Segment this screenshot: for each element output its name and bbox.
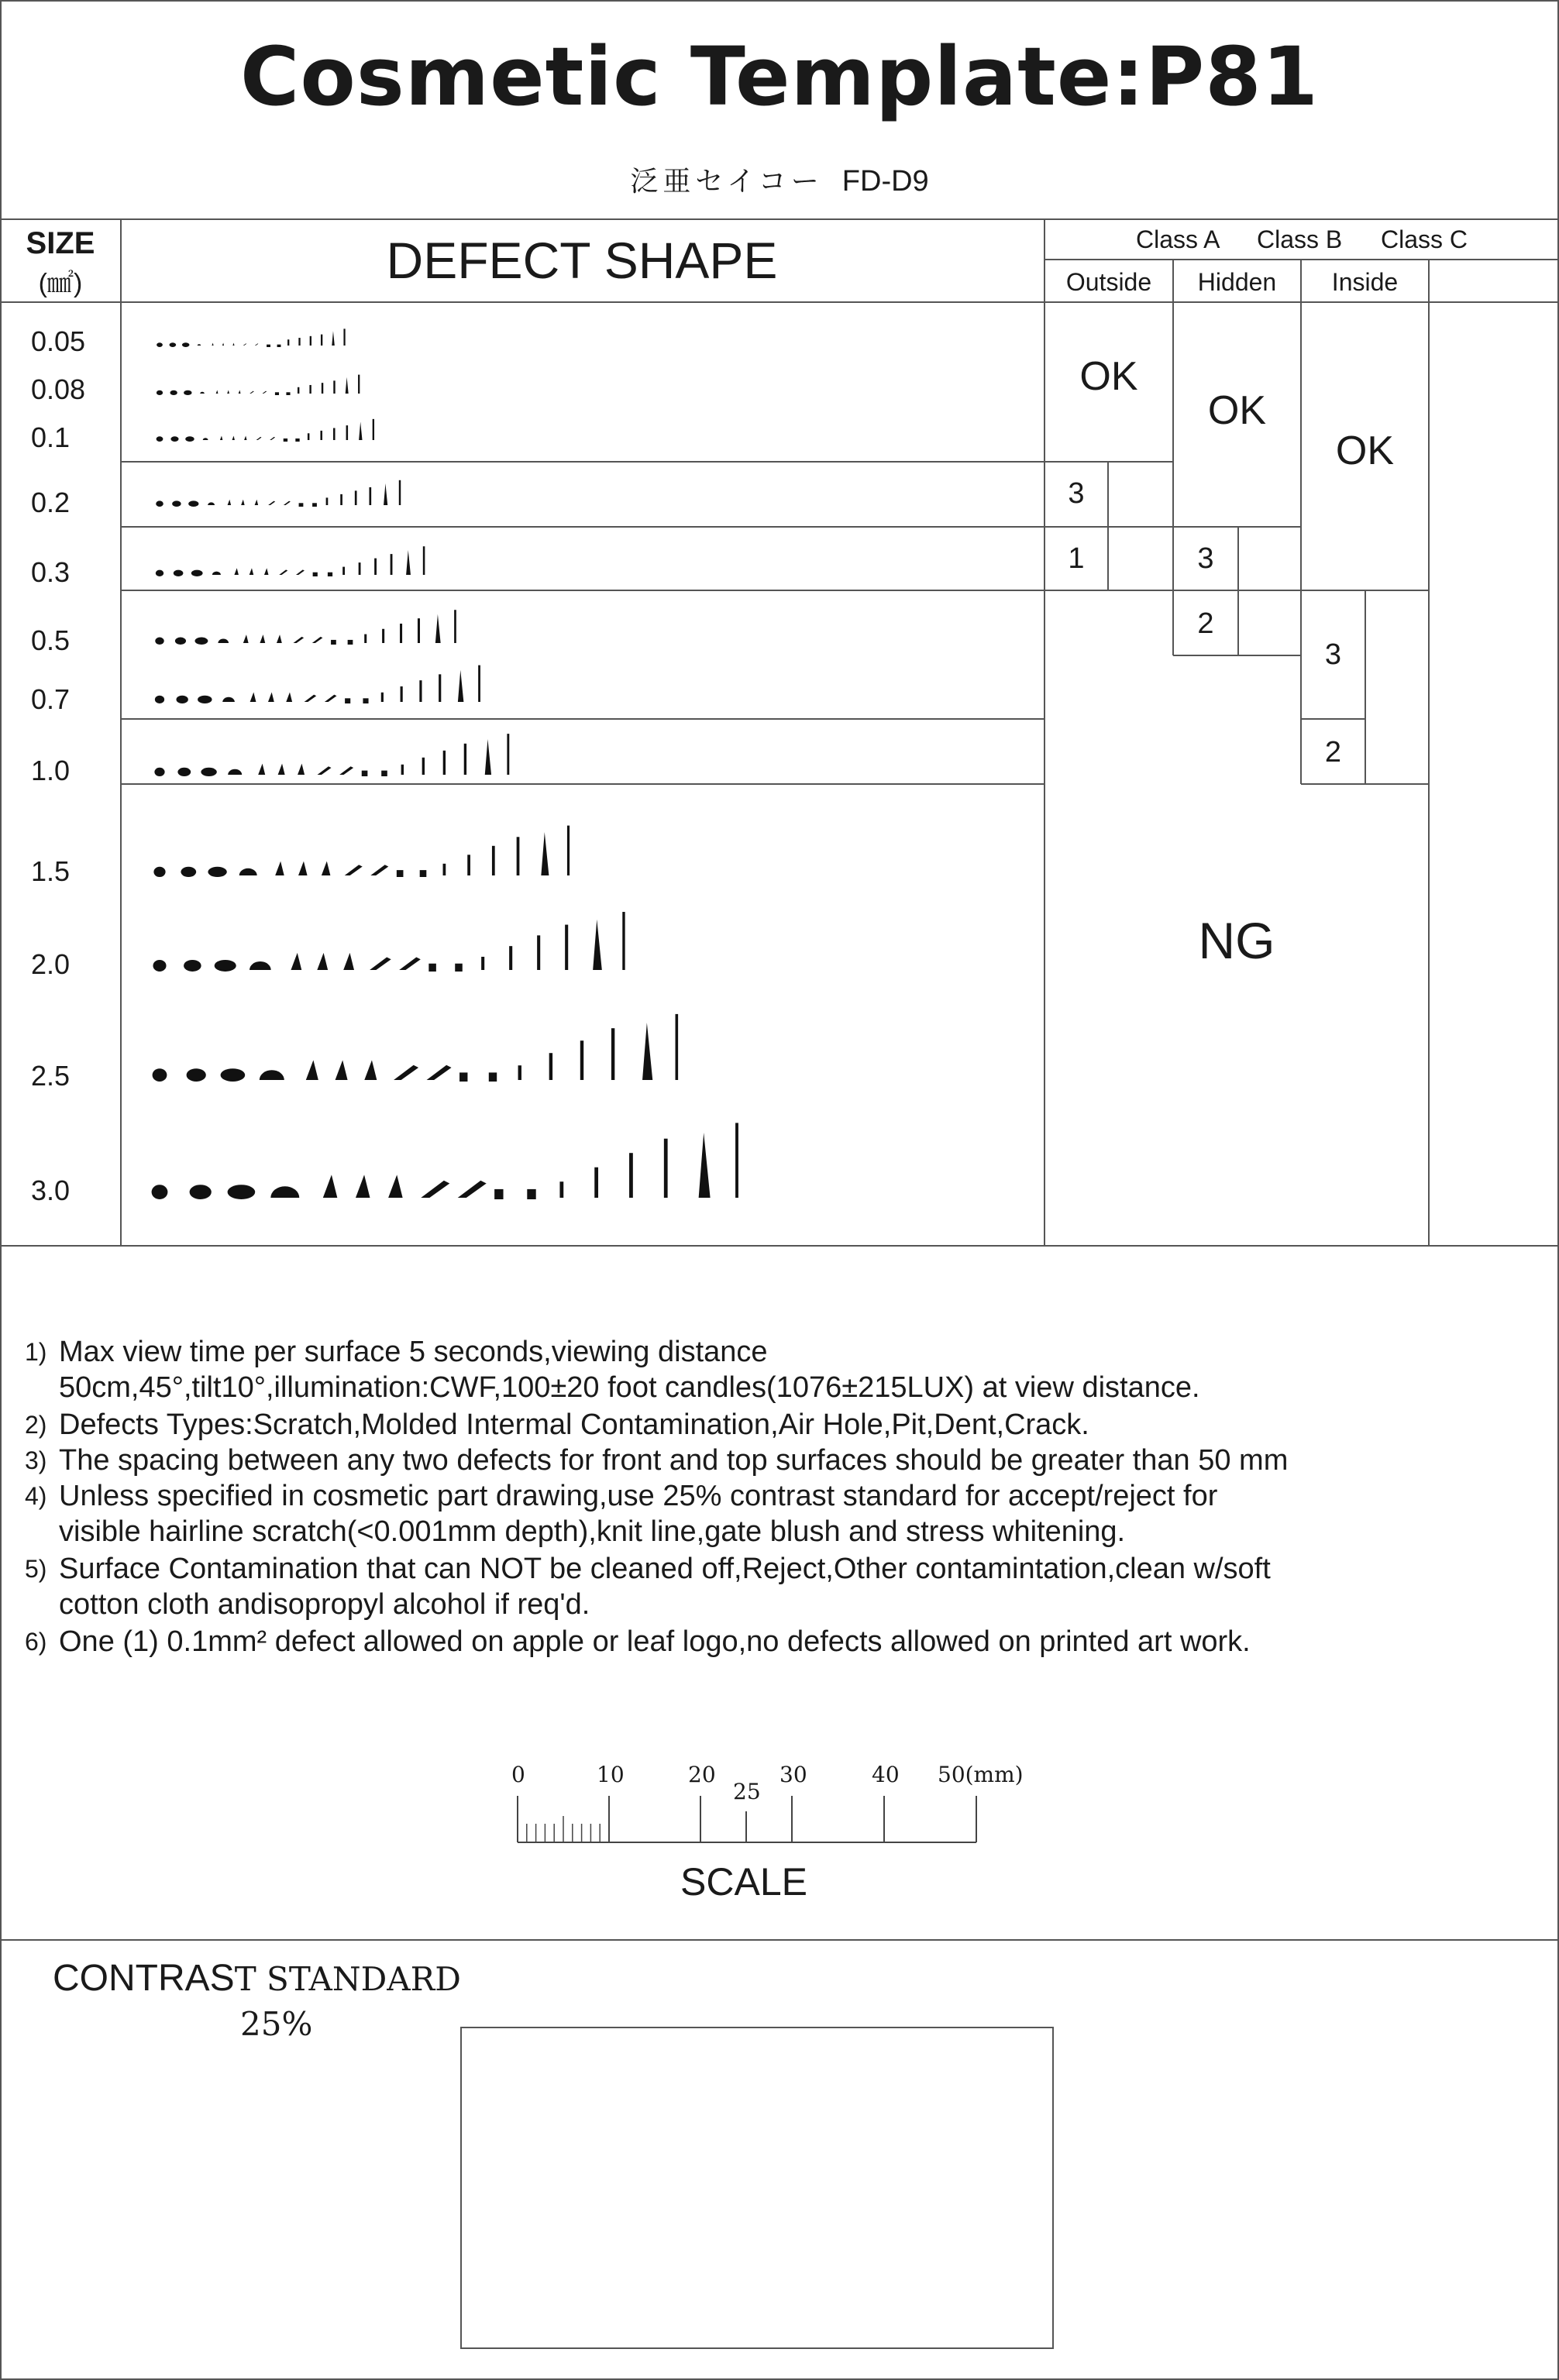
defect-shape-mark <box>216 390 219 394</box>
defect-shape-mark <box>518 1065 521 1080</box>
defect-shape-mark <box>310 336 311 346</box>
defect-shape-mark <box>243 343 246 346</box>
size-label: 0.05 <box>31 325 86 357</box>
defect-shape-mark <box>191 570 203 576</box>
defect-shape-mark <box>384 483 387 505</box>
inside-05-count: 3 <box>1324 638 1342 671</box>
size-label: 0.08 <box>31 373 86 405</box>
defect-shape-mark <box>278 764 285 775</box>
defect-shape-mark <box>275 862 284 875</box>
defect-shape-mark <box>370 957 391 970</box>
defect-shape-mark <box>458 1181 487 1198</box>
defect-shape-mark <box>243 635 249 643</box>
defect-shape-mark <box>699 1133 711 1198</box>
defect-shape-mark <box>172 500 181 507</box>
defect-shape-mark <box>399 480 401 505</box>
defect-shape-mark <box>370 865 388 875</box>
defect-shape-mark <box>427 1065 452 1080</box>
defect-shape-mark <box>181 867 196 877</box>
class-c-label: Class C <box>1381 225 1468 253</box>
defect-shape-mark <box>170 436 178 442</box>
defect-shape-mark <box>317 953 328 970</box>
defect-shape-mark <box>428 964 436 972</box>
defect-shape-mark <box>250 693 256 702</box>
defect-shape-mark <box>565 925 568 970</box>
page-title: Cosmetic Template:P81 <box>240 29 1319 124</box>
defect-shape-mark <box>277 635 282 643</box>
defect-shape-mark <box>308 433 310 440</box>
defect-shape-mark <box>260 1070 284 1080</box>
defect-shape-mark <box>363 698 368 703</box>
defect-shape-mark <box>676 1014 679 1080</box>
defect-shape-mark <box>339 766 353 775</box>
defect-shape-mark <box>256 437 262 440</box>
defect-shape-mark <box>187 1068 206 1082</box>
defect-shape-mark <box>287 339 289 346</box>
defect-shape-mark <box>443 751 446 775</box>
defect-shape-mark <box>200 392 205 394</box>
defect-shape-mark <box>175 638 186 645</box>
defect-shape-mark <box>298 862 308 875</box>
defect-shape-mark <box>362 771 368 776</box>
size-header: SIZE <box>26 226 95 260</box>
defect-shape-mark <box>400 624 402 643</box>
defect-shape-mark <box>201 768 216 776</box>
defect-shape-mark <box>286 693 292 702</box>
hidden-03-count: 3 <box>1197 542 1214 575</box>
contrast-swatch <box>460 2027 1054 2349</box>
defect-shape-mark <box>541 832 549 875</box>
column-inside: Inside <box>1331 268 1399 296</box>
defect-shape-mark <box>325 695 337 702</box>
defect-shape-mark <box>527 1189 535 1199</box>
defect-shape-mark <box>423 546 425 575</box>
defect-shape-mark <box>279 569 287 575</box>
defect-shape-mark <box>485 739 491 775</box>
defect-shape-mark <box>170 342 177 347</box>
defect-shape-mark <box>190 1185 212 1199</box>
defect-shape-mark <box>346 425 349 440</box>
defect-shape-mark <box>234 568 239 575</box>
outside-ok-cell: OK <box>1079 354 1138 399</box>
scale-label: 25 <box>733 1779 761 1804</box>
defect-shape-mark <box>267 345 270 347</box>
defect-shape-mark <box>567 826 570 875</box>
hidden-05-count: 2 <box>1197 607 1214 640</box>
defect-shape-mark <box>255 500 259 505</box>
defect-shape-mark <box>153 960 166 972</box>
defect-shape-mark <box>343 328 345 346</box>
defect-shape-mark <box>381 693 384 702</box>
defect-shape-mark <box>464 744 466 775</box>
defect-shape-mark <box>481 957 484 970</box>
defect-shape-mark <box>156 500 163 507</box>
defect-shape-mark <box>356 1175 370 1198</box>
defect-shape-mark <box>208 867 226 877</box>
class-b-label: Class B <box>1257 225 1343 253</box>
defect-shape-mark <box>268 501 275 505</box>
defect-shape-mark <box>664 1139 668 1198</box>
defect-shape-mark <box>478 666 480 702</box>
defect-shape-mark <box>443 864 446 875</box>
size-label: 2.5 <box>31 1060 71 1092</box>
defect-shape-mark <box>182 342 190 347</box>
defect-shape-mark <box>227 390 229 394</box>
defect-shape-mark <box>397 870 404 877</box>
defect-shape-mark <box>611 1028 614 1080</box>
defect-shape-mark <box>318 766 332 775</box>
column-hidden: Hidden <box>1197 268 1277 296</box>
defect-shape-mark <box>153 867 165 877</box>
contrast-standard-label: CONTRAST STANDARD <box>53 1958 461 1999</box>
defect-shape-mark <box>359 562 361 575</box>
outside-03-count: 1 <box>1068 542 1085 575</box>
defect-shape-mark <box>435 614 441 643</box>
defect-shape-mark <box>419 680 422 702</box>
note-6: 6) One (1) 0.1mm² defect allowed on apple or leaf logo,no defects allowed on printed art work. <box>25 1625 1251 1658</box>
defect-shape-mark <box>291 953 301 970</box>
defect-shape-mark <box>629 1153 633 1198</box>
defect-shape-mark <box>194 638 208 645</box>
defect-shape-mark <box>153 1068 167 1082</box>
defect-shape-mark <box>221 1068 246 1082</box>
defect-shape-mark <box>381 771 387 776</box>
defect-shape-mark <box>369 487 371 505</box>
size-label: 1.0 <box>31 755 71 786</box>
scale-caption: SCALE <box>680 1860 807 1904</box>
defect-shape-mark <box>239 868 257 875</box>
defect-shape-mark <box>455 964 463 972</box>
size-label: 0.2 <box>31 487 71 518</box>
defect-shape-mark <box>239 390 241 394</box>
defect-shape-mark <box>306 1060 318 1080</box>
class-a-label: Class A <box>1136 225 1220 253</box>
scale-label: 0 <box>511 1762 525 1787</box>
defect-shape-mark <box>155 696 164 703</box>
defect-shape-mark <box>331 640 336 645</box>
defect-shape-mark <box>305 695 317 702</box>
defect-shape-mark <box>284 439 287 442</box>
defect-shape-mark <box>263 391 267 394</box>
defect-shape-mark <box>401 686 403 702</box>
scale-label: 30 <box>780 1762 807 1787</box>
defect-shape-mark <box>157 342 163 347</box>
defect-shape-mark <box>198 344 201 346</box>
contrast-percent: 25% <box>240 2005 313 2043</box>
size-label: 0.1 <box>31 421 71 453</box>
defect-shape-mark <box>321 335 322 346</box>
note-2: 2) Defects Types:Scratch,Molded Intermal Contamination,Air Hole,Pit,Dent,Crack. <box>25 1408 1089 1441</box>
defect-shape-mark <box>268 693 274 702</box>
size-label: 0.3 <box>31 556 71 588</box>
defect-shape-mark <box>494 1189 503 1199</box>
size-unit: (㎟) <box>38 269 83 298</box>
defect-shape-mark <box>312 637 323 643</box>
defect-shape-mark <box>157 390 163 395</box>
defect-shape-mark <box>517 837 520 875</box>
defect-shape-mark <box>418 618 420 643</box>
defect-shape-mark <box>364 1060 377 1080</box>
defect-shape-mark <box>309 385 311 394</box>
defect-shape-mark <box>220 436 222 440</box>
defect-shape-mark <box>258 764 265 775</box>
note-1: 1) Max view time per surface 5 seconds,viewing distance 50cm,45°,tilt10°,illumination:CWF,100±20 foot candles(1076±215LUX) at view distance. <box>25 1336 1200 1404</box>
defect-shape-mark <box>364 635 367 643</box>
defect-shape-mark <box>241 500 245 505</box>
defect-shape-mark <box>295 439 299 442</box>
outside-02-count: 3 <box>1068 477 1085 510</box>
defect-shape-mark <box>593 920 602 970</box>
defect-shape-mark <box>185 436 194 442</box>
defect-shape-mark <box>260 635 265 643</box>
defect-shape-mark <box>154 768 164 776</box>
defect-shape-mark <box>345 865 363 875</box>
defect-shape-mark <box>298 338 300 346</box>
defect-shape-mark <box>232 436 235 440</box>
defect-shape-mark <box>342 567 345 575</box>
defect-shape-mark <box>176 696 188 703</box>
size-label: 1.5 <box>31 855 71 887</box>
defect-shape-mark <box>322 862 331 875</box>
note-4: 4) Unless specified in cosmetic part drawing,use 25% contrast standard for accept/reject for visible hairline scratch(<0.001mm depth),knit line,gate blush and stress whitening. <box>25 1480 1218 1548</box>
hidden-ok-cell: OK <box>1207 388 1267 433</box>
ng-cell: NG <box>1198 912 1275 969</box>
defect-shape-mark <box>313 573 318 576</box>
defect-shape-mark <box>284 501 291 505</box>
defect-shape-mark <box>492 846 495 875</box>
defect-shape-mark <box>343 953 354 970</box>
defect-shape-mark <box>388 1175 403 1198</box>
defect-shape-mark <box>509 946 512 970</box>
defect-shape-mark <box>333 380 335 394</box>
note-5: 5) Surface Contamination that can NOT be cleaned off,Reject,Other contamintation,clean w/soft cotton cloth andisopropyl alcohol if req'd. <box>25 1553 1271 1621</box>
defect-shape-mark <box>270 1186 299 1198</box>
defect-shape-mark <box>399 957 421 970</box>
defect-shape-mark <box>323 1175 338 1198</box>
defect-shape-mark <box>208 502 215 505</box>
defect-shape-mark <box>459 1072 467 1082</box>
defect-shape-mark <box>312 503 317 507</box>
subtitle-company: 泛亜セイコー <box>630 166 824 198</box>
defect-shape-mark <box>340 494 342 505</box>
defect-shape-mark <box>296 569 305 575</box>
defect-shape-mark <box>467 855 470 875</box>
defect-shape-mark <box>394 1065 418 1080</box>
defect-shape-mark <box>215 960 236 972</box>
defect-shape-mark <box>228 500 232 505</box>
size-label: 3.0 <box>31 1175 71 1206</box>
size-label: 2.0 <box>31 948 71 980</box>
defect-shape-mark <box>355 490 357 505</box>
defect-shape-mark <box>298 764 305 775</box>
defect-shape-mark <box>346 377 349 394</box>
defect-shape-mark <box>270 437 275 440</box>
defect-shape-mark <box>489 1072 497 1082</box>
defect-shape-mark <box>212 342 213 346</box>
defect-shape-mark <box>275 392 279 395</box>
defect-shape-mark <box>332 331 335 346</box>
defect-shape-mark <box>507 734 509 775</box>
defect-shape-mark <box>328 573 332 576</box>
inside-10-count: 2 <box>1324 736 1342 769</box>
defect-shape-mark <box>358 375 360 394</box>
defect-shape-mark <box>336 1060 348 1080</box>
defect-shape-mark <box>152 1185 168 1199</box>
defect-shape-mark <box>458 670 463 702</box>
defect-shape-mark <box>294 637 305 643</box>
defect-shape-mark <box>382 629 384 643</box>
scale-label: 10 <box>597 1762 625 1787</box>
defect-shape-mark <box>439 674 441 702</box>
defect-shape-mark <box>373 419 374 440</box>
defect-shape-mark <box>298 387 299 394</box>
defect-shape-mark <box>326 497 329 505</box>
defect-shape-mark <box>286 392 290 395</box>
defect-shape-mark <box>420 870 427 877</box>
defect-shape-mark <box>155 638 163 645</box>
defect-shape-mark <box>359 421 362 440</box>
note-3: 3) The spacing between any two defects for front and top surfaces should be greater than 50 mm <box>25 1444 1289 1477</box>
defect-shape-mark <box>212 572 221 575</box>
defect-shape-mark <box>250 568 254 575</box>
defect-shape-mark <box>299 503 304 507</box>
defect-shape-mark <box>421 1181 449 1198</box>
defect-shape-mark <box>537 935 540 970</box>
defect-shape-mark <box>348 640 353 645</box>
defect-shape-mark <box>333 428 336 440</box>
defect-shape-mark <box>374 559 377 575</box>
size-label: 0.5 <box>31 624 71 656</box>
defect-shape-mark <box>422 758 425 775</box>
defect-shape-mark <box>184 960 201 972</box>
defect-shape-mark <box>559 1181 563 1198</box>
defect-shape-mark <box>454 610 456 643</box>
defect-shape-mark <box>406 550 411 575</box>
subtitle-code: FD-D9 <box>841 165 929 198</box>
defect-shape-mark <box>642 1023 652 1080</box>
defect-shape-mark <box>157 436 163 442</box>
defect-shape-mark <box>255 343 258 346</box>
defect-shape-mark <box>218 639 229 643</box>
inside-ok-cell: OK <box>1335 428 1395 473</box>
defect-shape-mark <box>244 436 246 440</box>
defect-shape-mark <box>188 500 198 507</box>
defect-shape-header: DEFECT SHAPE <box>386 232 778 289</box>
defect-shape-mark <box>228 769 242 775</box>
defect-shape-mark <box>222 342 224 346</box>
defect-shape-mark <box>277 345 281 347</box>
defect-shape-mark <box>345 698 350 703</box>
column-outside: Outside <box>1065 268 1152 296</box>
defect-shape-mark <box>170 390 177 395</box>
defect-shape-mark <box>198 696 212 703</box>
defect-shape-mark <box>622 912 625 970</box>
defect-shape-mark <box>322 383 323 394</box>
defect-shape-mark <box>250 961 271 970</box>
defect-shape-mark <box>391 554 393 575</box>
defect-shape-mark <box>735 1123 738 1198</box>
defect-shape-mark <box>177 768 191 776</box>
scale-label: 40 <box>872 1762 900 1787</box>
defect-shape-mark <box>156 570 163 576</box>
defect-shape-mark <box>232 342 234 346</box>
defect-shape-mark <box>222 697 235 702</box>
scale-label: 20 <box>688 1762 716 1787</box>
size-label: 0.7 <box>31 683 71 715</box>
scale-label: 50(mm) <box>938 1762 1024 1787</box>
defect-shape-mark <box>203 438 208 440</box>
defect-shape-mark <box>580 1040 583 1080</box>
defect-shape-mark <box>250 391 254 394</box>
defect-shape-mark <box>594 1168 598 1198</box>
defect-shape-mark <box>184 390 191 395</box>
defect-shape-mark <box>228 1185 256 1199</box>
defect-shape-mark <box>264 568 269 575</box>
defect-shape-mark <box>549 1053 552 1080</box>
defect-shape-mark <box>401 765 404 775</box>
defect-shape-mark <box>320 431 322 440</box>
defect-shape-mark <box>174 570 184 576</box>
